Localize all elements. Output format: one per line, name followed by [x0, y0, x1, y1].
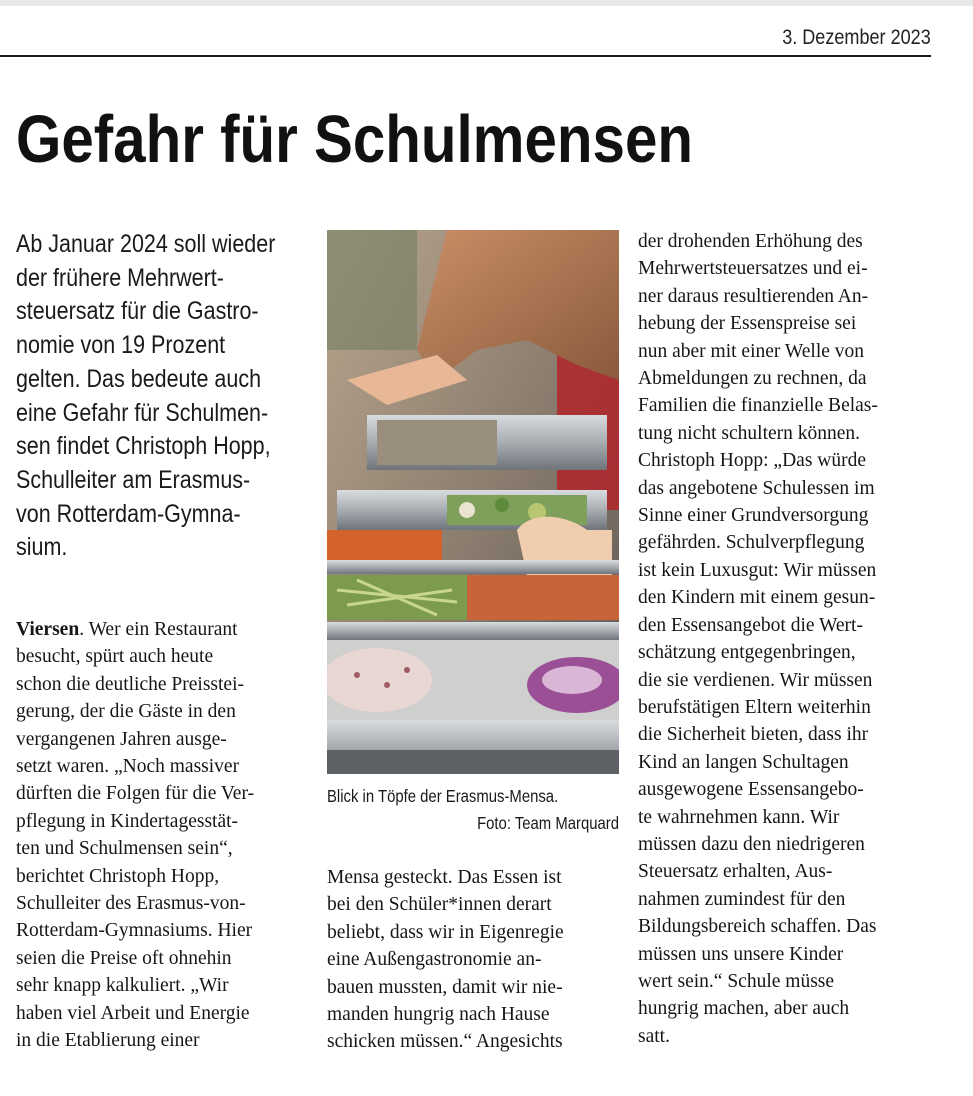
body-line: Schulleiter des Erasmus-von- [16, 893, 246, 915]
body-line: ten und Schulmensen sein“, [16, 838, 233, 860]
body-line: beliebt, dass wir in Eigenregie [327, 921, 564, 943]
body-line: berufstätigen Eltern weiterhin [638, 696, 871, 718]
body-line: gerung, der die Gäste in den [16, 701, 236, 723]
body-line: wert sein.“ Schule müsse [638, 970, 835, 992]
body-line: Christoph Hopp: „Das würde [638, 450, 867, 472]
body-line: Steuersatz erhalten, Aus- [638, 861, 833, 883]
body-line: ist kein Luxusgut: Wir müssen [638, 559, 877, 581]
body-line: den Kindern mit einem gesun- [638, 587, 876, 609]
caption-text: Blick in Töpfe der Erasmus-Mensa. [327, 786, 559, 806]
lead-line: eine Gefahr für Schulmen- [16, 398, 269, 427]
body-line [16, 616, 254, 643]
dateline: Viersen [16, 619, 80, 640]
photo-credit: Foto: Team Marquard [477, 813, 619, 833]
mensa-food-counter-image [327, 230, 619, 774]
lead-line: von Rotterdam-Gymna- [16, 499, 241, 528]
body-line: bei den Schüler*innen derart [327, 894, 552, 916]
body-line: vergangenen Jahren ausge- [16, 728, 227, 750]
body-line: gefährden. Schulverpflegung [638, 532, 865, 554]
body-line: setzt waren. „Noch massiver [16, 756, 240, 778]
body-line: tung nicht schultern können. [638, 422, 861, 444]
body-line: hebung der Essenspreise sei [638, 313, 857, 335]
body-line: satt. [638, 1025, 670, 1047]
body-line: schätzung entgegenbringen, [638, 642, 856, 664]
body-line: Mehrwertsteuersatzes und ei- [638, 258, 868, 280]
photo-caption [327, 783, 619, 837]
body-line: Mensa gesteckt. Das Essen ist [327, 867, 562, 888]
lead-line: nomie von 19 Prozent [16, 331, 226, 360]
lead-line: sium. [16, 533, 68, 562]
header-rule [0, 55, 931, 57]
lead-line: der frühere Mehrwert- [16, 263, 224, 292]
top-bar [0, 0, 973, 6]
article-lead [16, 228, 300, 565]
body-line: bauen mussten, damit wir nie- [327, 976, 563, 998]
body-line: Rotterdam-Gymnasiums. Hier [16, 920, 253, 942]
body-line: seien die Preise oft ohnehin [16, 947, 232, 969]
body-line: in die Etablierung einer [16, 1030, 200, 1052]
body-line: der drohenden Erhöhung des [638, 231, 863, 252]
lead-line: gelten. Das bedeute auch [16, 364, 262, 393]
body-line: sehr knapp kalkuliert. „Wir [16, 975, 229, 997]
body-column-1 [16, 616, 254, 1055]
body-column-3 [638, 228, 878, 1050]
lead-line: Ab Januar 2024 soll wieder [16, 230, 276, 258]
article-photo [327, 230, 619, 774]
body-line: müssen dazu den niedrigeren [638, 833, 865, 855]
body-line: pflegung in Kindertagesstät- [16, 810, 239, 832]
body-line: Bildungsbereich schaffen. Das [638, 916, 877, 938]
body-text: . Wer ein Restaurant [79, 619, 238, 640]
body-line: Familien die finanzielle Belas- [638, 395, 878, 417]
body-line: nahmen zumindest für den [638, 888, 846, 910]
body-line: nun aber mit einer Welle von [638, 340, 865, 362]
body-line: eine Außengastronomie an- [327, 949, 542, 971]
lead-line: sen findet Christoph Hopp, [16, 432, 271, 461]
body-line: ner daraus resultierenden An- [638, 285, 869, 307]
body-line: den Essensangebot die Wert- [638, 614, 863, 636]
body-line: schon die deutliche Preisstei- [16, 673, 244, 695]
body-line: Kind an langen Schultagen [638, 751, 849, 773]
body-line: müssen uns unsere Kinder [638, 943, 844, 965]
body-line: Abmeldungen zu rechnen, da [638, 368, 867, 390]
body-column-2 [327, 864, 564, 1056]
body-line: berichtet Christoph Hopp, [16, 865, 220, 887]
body-line: schicken müssen.“ Angesichts [327, 1031, 563, 1053]
body-line: ausgewogene Essensangebo- [638, 779, 864, 801]
body-line: das angebotene Schulessen im [638, 477, 875, 499]
lead-line: Schulleiter am Erasmus- [16, 465, 251, 494]
body-line: dürften die Folgen für die Ver- [16, 783, 255, 805]
body-line: te wahrnehmen kann. Wir [638, 806, 840, 828]
body-line: die Sicherheit bieten, dass ihr [638, 724, 869, 746]
body-line: besucht, spürt auch heute [16, 646, 214, 668]
body-line: hungrig machen, aber auch [638, 998, 850, 1020]
article-headline: Gefahr für Schulmensen [16, 102, 693, 177]
body-line: Sinne einer Grundversorgung [638, 505, 869, 527]
issue-date: 3. Dezember 2023 [782, 26, 931, 49]
body-line: manden hungrig nach Hause [327, 1004, 550, 1026]
body-line: die sie verdienen. Wir müssen [638, 669, 873, 691]
body-line: haben viel Arbeit und Energie [16, 1002, 250, 1024]
lead-line: steuersatz für die Gastro- [16, 297, 259, 326]
